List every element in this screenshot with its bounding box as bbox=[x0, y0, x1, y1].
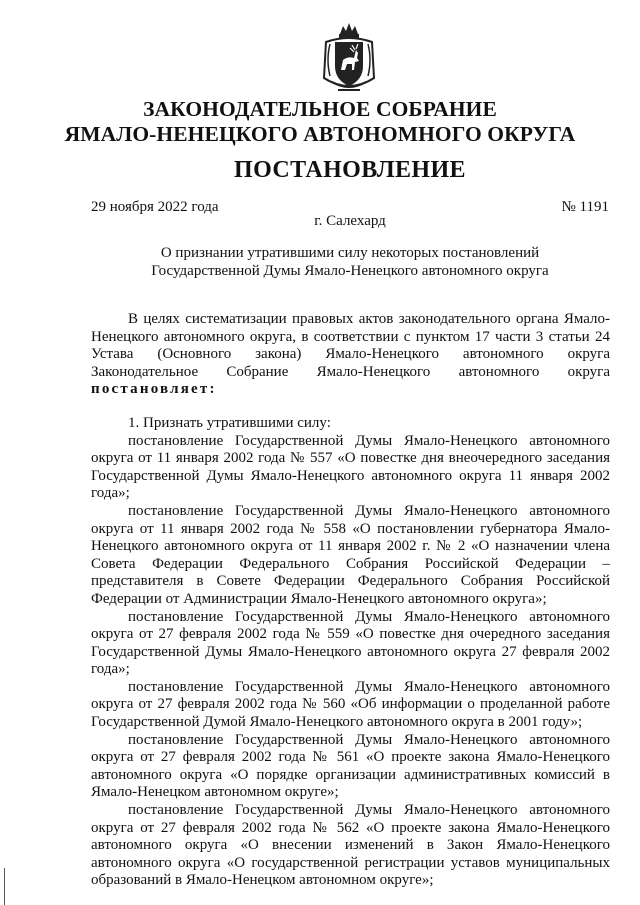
list-item: постановление Государственной Думы Ямало-Ненецкого автономного округа от 27 февраля 2002 года № 559 «О повестке дня очередного заседания Государственной Думы Ямало-Ненецкого автономного округа 27 февраля 2002 года»; bbox=[91, 608, 610, 678]
scan-margin-line bbox=[4, 868, 5, 905]
org-line-2: ЯМАЛО-НЕНЕЦКОГО АВТОНОМНОГО ОКРУГА bbox=[64, 122, 576, 146]
document-city: г. Салехард bbox=[314, 213, 386, 229]
organization-name bbox=[0, 97, 640, 147]
list-item: постановление Государственной Думы Ямало-Ненецкого автономного округа от 27 февраля 2002 года № 560 «Об информации о проделанной работе Государственной Думой Ямало-Ненецкого автономного округа в 2001 году»; bbox=[91, 678, 610, 731]
document-type: ПОСТАНОВЛЕНИЕ bbox=[234, 157, 466, 183]
coat-of-arms-icon bbox=[318, 20, 380, 98]
subject-line-1: О признании утратившими силу некоторых постановлений bbox=[160, 245, 540, 261]
document-date: 29 ноября 2022 года bbox=[91, 199, 219, 215]
list-item: постановление Государственной Думы Ямало-Ненецкого автономного округа от 27 февраля 2002 года № 562 «О проекте закона Ямало-Ненецкого автономного округа «О внесении изменений в Закон Ямало-Ненецкого автономного округа «О государственной регистрации уставов муниципальных образований в Ямало-Ненецком автономном округе»; bbox=[91, 802, 610, 889]
list-item: постановление Государственной Думы Ямало-Ненецкого автономного округа от 11 января 2002 года № 558 «О постановлении губернатора Ямало-Ненецкого автономного округа от 11 января 2002 г. № 2 «О назначении члена Совета Федерации Федерального Собрания Российской Федерации – представителя в Совете Федерации Федерального Собрания Российской Федерации от Администрации Ямало-Ненецкого автономного округа»; bbox=[91, 502, 610, 607]
document-body bbox=[91, 311, 610, 890]
document-number: № 1191 bbox=[561, 199, 609, 215]
document-subject bbox=[0, 244, 640, 280]
org-line-1: ЗАКОНОДАТЕЛЬНОЕ СОБРАНИЕ bbox=[143, 97, 497, 121]
preamble-paragraph bbox=[91, 311, 610, 399]
resolves-word: постановляет bbox=[91, 381, 210, 398]
list-item: постановление Государственной Думы Ямало-Ненецкого автономного округа от 27 февраля 2002 года № 561 «О проекте закона Ямало-Ненецкого автономного округа «О порядке организации административных комиссий в Ямало-Ненецком автономном округе»; bbox=[91, 731, 610, 801]
item-1-heading: 1. Признать утратившими силу: bbox=[128, 414, 331, 431]
list-item: постановление Государственной Думы Ямало-Ненецкого автономного округа от 11 января 2002 года № 557 «О повестке дня внеочередного заседания Государственной Думы Ямало-Ненецкого автономного округа 11 января 2002 года»; bbox=[91, 432, 610, 502]
resolves-colon: : bbox=[209, 381, 217, 398]
subject-line-2: Государственной Думы Ямало-Ненецкого автономного округа bbox=[151, 263, 549, 279]
preamble-text: В целях систематизации правовых актов законодательного органа Ямало-Ненецкого автономного округа, в соответствии с пунктом 17 части 3 статьи 24 Устава (Основного закона) Ямало-Ненецкого автономного округа Законодательное Собрание Ямало-Ненецкого автономного округа bbox=[91, 311, 610, 380]
